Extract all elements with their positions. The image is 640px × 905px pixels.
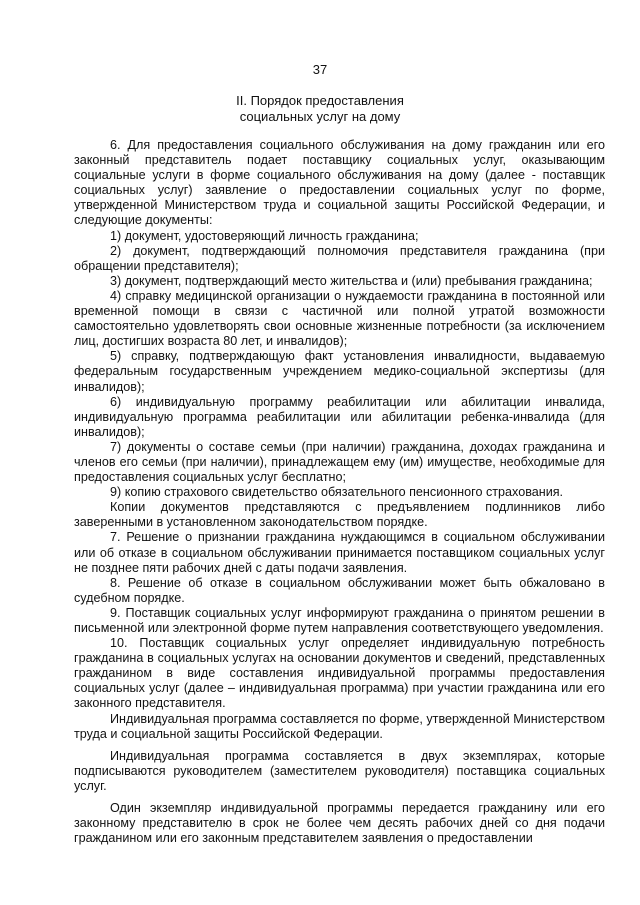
paragraph: 8. Решение об отказе в социальном обслуживании может быть обжаловано в судебном порядке.: [74, 575, 605, 605]
paragraph: 2) документ, подтверждающий полномочия представителя гражданина (при обращении представителя);: [74, 243, 605, 273]
paragraph: 6. Для предоставления социального обслуживания на дому гражданин или его законный представитель подает поставщику социальных услуг, оказывающим социальные услуги в форме социального обслуживания на дому (далее - поставщик социальных услуг) заявление о предоставлении социальных услуг по форме, утвержденной Министерством труда и социальной защиты Российской Федерации, и следующие документы:: [74, 138, 605, 228]
paragraph: Индивидуальная программа составляется по форме, утвержденной Министерством труда и социальной защиты Российской Федерации.: [74, 711, 605, 741]
paragraph: Индивидуальная программа составляется в двух экземплярах, которые подписываются руководителем (заместителем руководителя) поставщика социальных услуг.: [74, 748, 605, 793]
section-title-line-2: социальных услуг на дому: [239, 109, 401, 124]
paragraph: 10. Поставщик социальных услуг определяет индивидуальную потребность гражданина в социальных услугах на основании документов и сведений, представленных гражданином в виде составления индивидуальной программы предоставления социальных услуг (далее – индивидуальная программа) при участии гражданина или его законного представителя.: [74, 636, 605, 711]
paragraph: 9) копию страхового свидетельство обязательного пенсионного страхования.: [110, 485, 564, 500]
paragraph: 9. Поставщик социальных услуг информируют гражданина о принятом решении в письменной или электронной форме путем направления соответствующего уведомления.: [74, 605, 605, 635]
paragraph: 1) документ, удостоверяющий личность гражданина;: [110, 228, 419, 243]
page-number: 37: [312, 62, 328, 77]
paragraph: 4) справку медицинской организации о нуждаемости гражданина в постоянной или временной помощи в связи с частичной или полной утратой возможности самостоятельно удовлетворять свои основные жизненные потребности (за исключением лиц, достигших возраста 80 лет, и инвалидов);: [74, 288, 605, 349]
paragraph: 7. Решение о признании гражданина нуждающимся в социальном обслуживании или об отказе в социальном обслуживании принимается поставщиком социальных услуг не позднее пяти рабочих дней с даты подачи заявления.: [74, 530, 605, 575]
paragraph: 5) справку, подтверждающую факт установления инвалидности, выдаваемую федеральным государственным учреждением медико-социальной экспертизы (для инвалидов);: [74, 349, 605, 394]
paragraph: 3) документ, подтверждающий место жительства и (или) пребывания гражданина;: [110, 273, 593, 288]
paragraph: Копии документов представляются с предъявлением подлинников либо заверенными в установленном законодательством порядке.: [74, 500, 605, 530]
section-title-line-1: II. Порядок предоставления: [236, 93, 404, 108]
section-title: [0, 93, 640, 125]
paragraph: 6) индивидуальную программу реабилитации или абилитации инвалида, индивидуальную программа реабилитации или абилитации ребенка-инвалида (для инвалидов);: [74, 394, 605, 439]
paragraph: Один экземпляр индивидуальной программы передается гражданину или его законному представителю в срок не более чем десять рабочих дней со дня подачи гражданином или его законным представителем заявления о предоставлении: [74, 801, 605, 846]
paragraph: 7) документы о составе семьи (при наличии) гражданина, доходах гражданина и членов его семьи (при наличии), принадлежащем ему (им) имуществе, необходимые для предоставления социальных услуг бесплатно;: [74, 439, 605, 485]
document-body: [74, 138, 605, 846]
